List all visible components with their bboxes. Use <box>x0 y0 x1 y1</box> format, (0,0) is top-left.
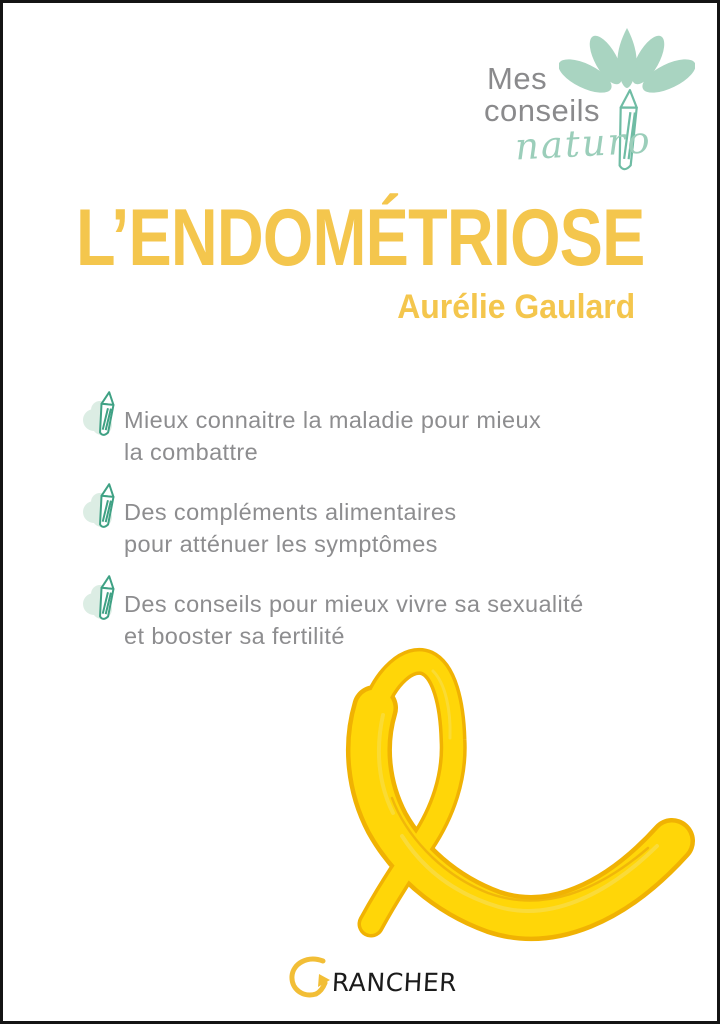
brand-line-naturo: naturo <box>513 118 653 169</box>
benefit-text-line: et booster sa fertilité <box>124 623 345 649</box>
brand-line-conseils: conseils <box>484 93 600 128</box>
benefit-text <box>124 482 457 560</box>
benefit-text <box>124 390 541 468</box>
publisher-logo <box>287 955 457 1001</box>
pencil-bullet-icon <box>82 574 124 624</box>
benefit-text <box>124 574 584 652</box>
book-title: L’ENDOMÉTRIOSE <box>75 193 645 283</box>
benefit-text-line: pour atténuer les symptômes <box>124 531 438 557</box>
benefit-text-line: Des conseils pour mieux vivre sa sexualité <box>124 591 584 617</box>
benefit-item <box>82 574 584 652</box>
benefit-item <box>82 390 584 468</box>
benefit-item <box>82 482 584 560</box>
publisher-name: RANCHER <box>331 968 458 997</box>
author-name: Aurélie Gaulard <box>396 288 635 326</box>
pencil-bullet-icon <box>82 482 124 532</box>
benefits-list <box>82 390 584 666</box>
brand-logo <box>3 3 717 183</box>
brand-line-mes: Mes <box>487 61 548 96</box>
benefit-text-line: Des compléments alimentaires <box>124 499 457 525</box>
benefit-text-line: Mieux connaitre la maladie pour mieux <box>124 407 542 433</box>
awareness-ribbon-illustration <box>333 643 713 953</box>
pencil-bullet-icon <box>82 390 124 440</box>
publisher-g-icon <box>287 955 331 1001</box>
lotus-icon <box>559 27 695 93</box>
benefit-text-line: la combattre <box>124 439 259 465</box>
